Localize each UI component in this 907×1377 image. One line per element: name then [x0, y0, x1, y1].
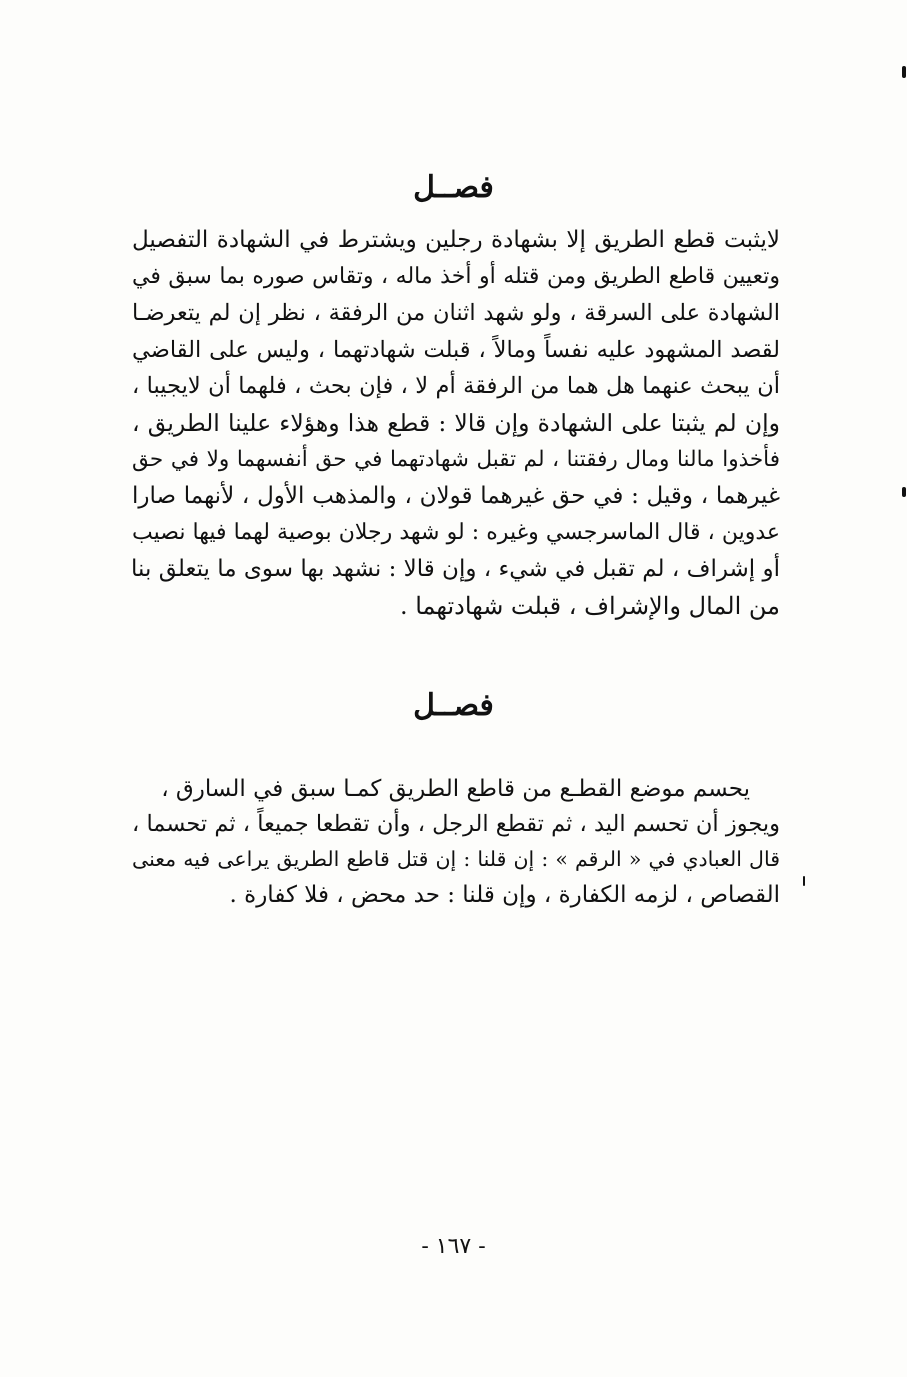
text-line: قال العبادي في « الرقم » : إن قلنا : إن قتل قاطع الطريق يراعى فيه معنى — [132, 847, 780, 872]
scan-speck — [803, 876, 805, 886]
text-line: عدوين ، قال الماسرجسي وغيره : لو شهد رجلان بوصية لهما فيها نصيب — [132, 519, 780, 545]
section-paragraph — [132, 222, 780, 625]
text-line: يحسم موضع القطـع من قاطع الطريق كمـا سبق في السارق ، — [161, 776, 750, 802]
text-line: أو إشراف ، لم تقبل في شيء ، وإن قالا : نشهد بها سوى ما يتعلق بنا — [131, 556, 780, 583]
text-line: القصاص ، لزمه الكفارة ، وإن قلنا : حد محض ، فلا كفارة . — [229, 881, 780, 908]
section-paragraph — [132, 772, 780, 913]
text-line: لقصد المشهود عليه نفساً ومالاً ، قبلت شهادتهما ، وليس على القاضي — [132, 336, 780, 363]
text-line: غيرهما ، وقيل : في حق غيرهما قولان ، والمذهب الأول ، لأنهما صارا — [132, 483, 780, 510]
text-line: الشهادة على السرقة ، ولو شهد اثنان من الرفقة ، نظر إن لم يتعرضـا — [132, 300, 780, 327]
text-line: وإن لم يثبتا على الشهادة وإن قالا : قطع هذا وهؤلاء علينا الطريق ، — [132, 408, 780, 437]
text-line: ويجوز أن تحسم اليد ، ثم تقطع الرجل ، وأن تقطعا جميعاً ، ثم تحسما ، — [132, 811, 780, 838]
section-heading: فصــل — [413, 688, 494, 723]
text-line: وتعيين قاطع الطريق ومن قتله أو أخذ ماله ، وتقاس صوره بما سبق في — [132, 263, 780, 289]
page-number: - ١٦٧ - — [421, 1234, 486, 1259]
text-line: من المال والإشراف ، قبلت شهادتهما . — [399, 591, 780, 620]
text-line: أن يبحث عنهما هل هما من الرفقة أم لا ، فإن بحث ، فلهما أن لايجيبا ، — [132, 373, 780, 400]
text-line: فأخذوا مالنا ومال رفقتنا ، لم تقبل شهادتهما في حق أنفسهما ولا في حق — [132, 446, 780, 472]
scan-speck — [902, 487, 906, 497]
scan-speck — [902, 66, 906, 78]
section-heading: فصــل — [413, 170, 494, 205]
text-line: لايثبت قطع الطريق إلا بشهادة رجلين ويشترط في الشهادة التفصيل — [132, 227, 780, 253]
